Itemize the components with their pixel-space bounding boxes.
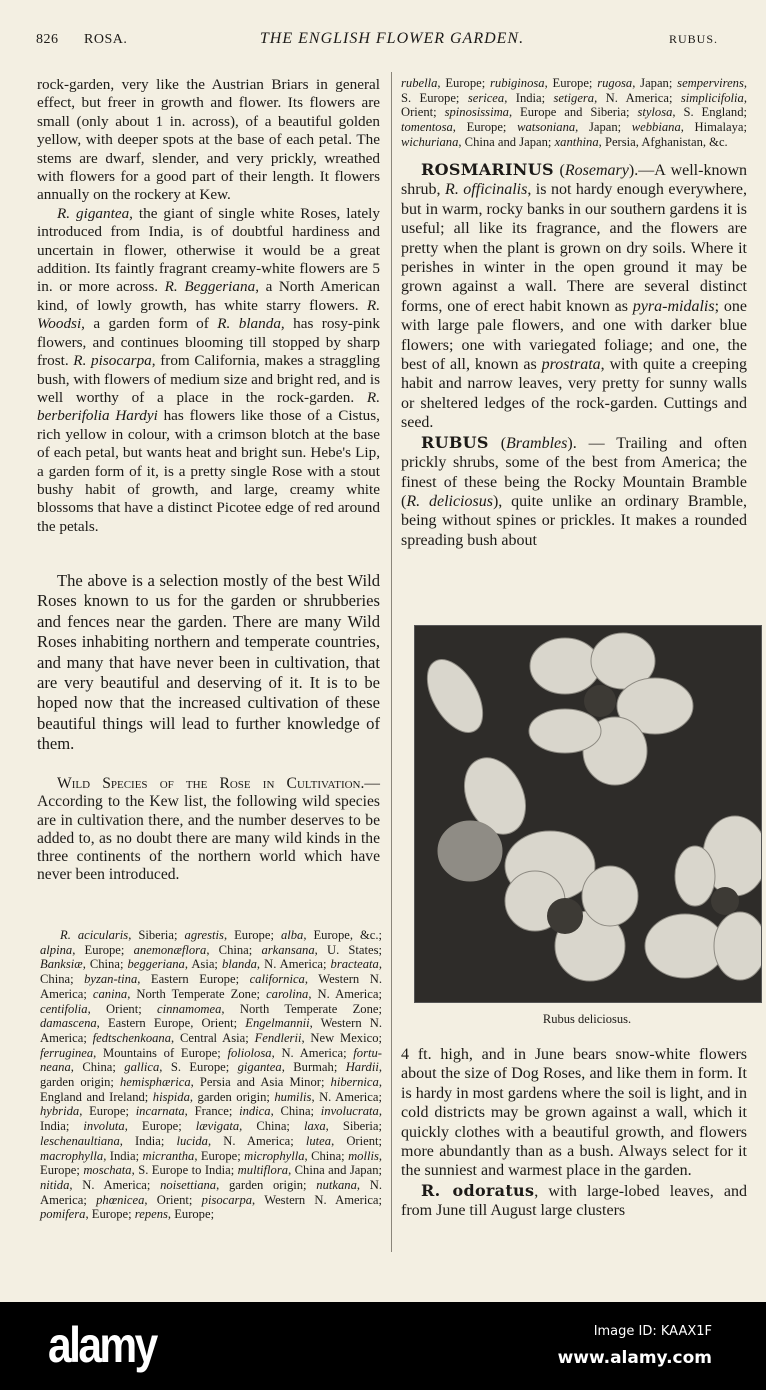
text-run: , Europe; — [85, 1207, 135, 1222]
text-run: , N. America; — [311, 1089, 382, 1104]
text-run: , Eastern Europe, Orient; — [96, 1016, 246, 1031]
italic-text: R. blanda — [217, 315, 281, 333]
italic-text: tomentosa — [401, 120, 453, 135]
left-text-block-1 — [37, 76, 380, 536]
italic-text: lutea — [305, 1133, 332, 1148]
text-run: , Europe; — [544, 76, 598, 90]
text-run: ).—A well-known shrub, — [401, 162, 747, 199]
italic-text: setigera — [553, 90, 595, 105]
italic-text: gigantea — [237, 1060, 282, 1075]
italic-text: multiflora — [237, 1163, 289, 1178]
text-run: , Asia; — [184, 957, 222, 972]
text-run: , China and Japan; — [288, 1163, 382, 1178]
italic-text: fedtschenkoana — [92, 1030, 172, 1045]
italic-text: laxa — [303, 1119, 326, 1134]
italic-text: watsoniana — [517, 120, 576, 135]
left-text-block-3 — [37, 775, 380, 885]
italic-text: lucida — [176, 1133, 208, 1148]
text-run: , Europe; — [167, 1207, 215, 1222]
italic-text: hispida — [152, 1089, 190, 1104]
paragraph — [40, 928, 382, 1222]
text-run: , with large-lobed leaves, and from June till August large clusters — [401, 1182, 747, 1220]
site-url: www.alamy.com — [557, 1348, 712, 1368]
text-run: , China; — [270, 1104, 321, 1119]
text-run: , garden origin; — [189, 1089, 275, 1104]
small-caps-heading: Wild Species of the Rose in Cultivation. — [57, 775, 365, 792]
italic-text: Brambles — [506, 434, 568, 452]
rubus-deliciosus-illustration — [414, 625, 762, 1003]
text-run: , S. Europe; — [401, 76, 748, 105]
italic-text: foliolosa — [227, 1045, 272, 1060]
italic-text: R. officinalis — [445, 181, 528, 199]
italic-text: incarnata — [135, 1104, 185, 1119]
italic-text: arkansana — [261, 942, 315, 957]
italic-text: R. gigantea — [57, 204, 130, 222]
text-run: , garden origin; — [216, 1177, 317, 1192]
text-run: , N. America; — [308, 986, 382, 1001]
text-run: , India; — [119, 1133, 177, 1148]
text-run: , Orient; — [144, 1192, 202, 1207]
text-run: , England and Ireland; — [40, 1075, 382, 1104]
bold-heading: R. odoratus — [421, 1180, 535, 1200]
italic-text: anemonæflora — [133, 942, 207, 957]
paragraph — [401, 76, 747, 150]
italic-text: R. pisocarpa — [73, 352, 152, 370]
text-run: , Japan; — [575, 120, 632, 135]
text-run: , Europe; — [40, 1148, 383, 1178]
italic-text: lævigata — [195, 1119, 240, 1134]
text-run: , Eastern Europe; — [137, 972, 250, 987]
text-run: ; one with large pale flowers, and one with darker blue flowers; one with variegated foliage; and one, the best of all, known as — [401, 297, 747, 374]
italic-text: blanda — [221, 957, 257, 972]
right-section-name: RUBUS. — [668, 32, 718, 46]
text-run: , India; — [504, 90, 554, 105]
italic-text: noisettiana — [160, 1177, 217, 1192]
left-text-block-2 — [37, 571, 380, 755]
text-run: , France; — [184, 1104, 240, 1119]
text-run: , from California, makes a straggling bush, with flowers of medium size and bright red, and is well worthy of a place in the rock-garden. — [37, 352, 381, 406]
right-text-block-2 — [401, 1045, 747, 1221]
italic-text: hemisphærica — [120, 1075, 191, 1090]
italic-text: phœnicea — [96, 1192, 145, 1207]
italic-text: R. berberifolia Hardyi — [37, 388, 380, 425]
text-run: ( — [553, 162, 565, 179]
text-run: , Europe; — [194, 1148, 245, 1163]
italic-text: gallica — [124, 1060, 160, 1075]
italic-text: micrantha — [142, 1148, 195, 1163]
text-run: rock-garden, very like the Austrian Briars in general effect, but freer in growth and flower. Its flowers are small (only about 1 in. across), of a beautiful golden yellow, with deeper spots at the base of each petal. The stems are dwarf, slender, and very prickly, wreathed with flowers for a good part of their length. It flowers annually on the rockery at Kew. — [37, 76, 380, 204]
italic-text: cinnamomea — [157, 1001, 222, 1016]
italic-text: moschata — [83, 1163, 132, 1178]
italic-text: involucrata — [320, 1104, 379, 1119]
italic-text: hybrida — [40, 1104, 80, 1119]
right-text-block-1 — [401, 160, 747, 550]
text-run: , Europe; — [223, 928, 281, 942]
text-run: The above is a selection mostly of the best Wild Roses known to us for the garden or shrubberies and fences near the garden. There are many Wild Roses inhabiting northern and temperate countries, and many that have never been in cultivation, that are very beautiful and deserving of it. It is to be hoped now that the increased cultivation of these beautiful things will lead to further knowledge of them. — [37, 571, 380, 754]
italic-text: nutkana — [316, 1177, 357, 1192]
text-run: , Orient; — [401, 90, 747, 120]
italic-text: repens — [134, 1207, 168, 1222]
italic-text: rubiginosa — [490, 76, 545, 90]
paragraph — [401, 1181, 747, 1221]
text-run: , the giant of single white Roses, lately introduced from India, is of doubtful hardiness and uncertain in flower, otherwise it would be a great addition. Its faintly fragrant creamy-white flowers are 5 in. or more across. — [37, 204, 380, 296]
text-run: , China; — [239, 1119, 304, 1134]
text-run: , U. States; — [314, 942, 382, 957]
text-run: , Persia, Afghanistan, &c. — [598, 134, 728, 149]
italic-text: spinosissima — [444, 105, 509, 120]
text-run: , Burmah; — [281, 1060, 346, 1075]
text-run: , Europe; — [452, 120, 518, 135]
text-run: , Siberia; — [128, 928, 185, 942]
italic-text: damascena — [40, 1016, 97, 1031]
text-run: , with quite a creeping habit and narrow leaves, very pretty for sunny walls or sheltered ledges of the rock-garden. Cuttings and seed. — [401, 356, 747, 432]
italic-text: leschenaultiana — [40, 1133, 120, 1148]
italic-text: fortu-neana — [40, 1045, 382, 1075]
italic-text: byzan-tina — [84, 972, 138, 987]
text-run: ( — [488, 434, 507, 452]
italic-text: xanthina — [554, 134, 599, 149]
text-run: , Mountains of Europe; — [93, 1045, 228, 1060]
italic-text: alpina — [40, 942, 73, 957]
italic-text: mollis — [348, 1148, 379, 1163]
text-run: , a garden form of — [81, 315, 218, 333]
text-run: ). — Trailing and often prickly shrubs, some of the best from America; the finest of these being the Rocky Mountain Bramble ( — [401, 434, 748, 510]
text-run: , India; — [40, 1104, 382, 1134]
italic-text: centifolia — [40, 1001, 88, 1016]
text-run: , N. America; — [207, 1133, 306, 1148]
italic-text: Banksiæ — [40, 957, 83, 972]
text-run: , garden origin; — [40, 1060, 382, 1090]
italic-text: wichuriana — [401, 134, 459, 149]
italic-text: pomifera — [40, 1207, 86, 1222]
text-run: , China and Japan; — [458, 134, 555, 149]
text-run: , Japan; — [632, 76, 678, 90]
text-run: , Siberia; — [325, 1119, 383, 1134]
italic-text: indica — [239, 1104, 271, 1119]
italic-text: R. Beggeriana — [164, 278, 256, 296]
paragraph — [37, 76, 380, 205]
text-run: , N. America; — [40, 1177, 382, 1207]
paragraph — [401, 1045, 747, 1181]
italic-text: rugosa — [597, 76, 633, 90]
text-run: ), quite unlike an ordinary Bramble, being without spines or prickles. It makes a rounded spreading bush about — [401, 492, 748, 549]
text-run: , Orient; — [331, 1133, 382, 1148]
italic-text: Engelmannii — [245, 1016, 310, 1031]
text-run: , Europe; — [72, 942, 134, 957]
italic-text: alba — [280, 928, 304, 942]
text-run: 4 ft. high, and in June bears snow-white flowers about the size of Dog Roses, and like them in form. It is hardy in most gardens where the soil is light, and in cold districts may be grown against a wall, which it quickly clothes with a beautiful growth, and flowers more abundantly than as a bush. Always select for it the sunniest and warmest place in the garden. — [401, 1046, 747, 1180]
watermark-footer — [0, 1302, 766, 1390]
text-run: , Western N. America; — [40, 1016, 382, 1045]
italic-text: Rosemary — [564, 162, 629, 179]
bold-heading: RUBUS — [421, 432, 489, 452]
italic-text: simplicifolia — [680, 90, 744, 105]
text-run: —According to the Kew list, the following wild species are in cultivation there, and the number deserves to be added to, as no doubt there are many wild kinds in the three continents of the northern world which have never been introduced. — [37, 775, 380, 884]
text-run: , Orient; — [87, 1001, 158, 1016]
bold-heading: ROSMARINUS — [421, 160, 554, 179]
image-id: Image ID: KAAX1F — [593, 1324, 712, 1339]
figure-caption: Rubus deliciosus. — [542, 1012, 632, 1026]
italic-text: canina — [92, 986, 128, 1001]
paragraph — [37, 775, 380, 885]
column-divider — [391, 72, 392, 1252]
italic-text: bracteata — [330, 957, 379, 972]
text-run: , N. America; — [69, 1177, 161, 1192]
text-run: , Europe; — [437, 76, 491, 90]
text-run: , N. America; — [271, 1045, 354, 1060]
paragraph — [37, 571, 380, 755]
text-run: , N. America; — [594, 90, 681, 105]
italic-text: beggeriana — [127, 957, 185, 972]
text-run: , China; — [206, 942, 262, 957]
italic-text: microphylla — [244, 1148, 305, 1163]
book-title: THE ENGLISH FLOWER GARDEN. — [259, 30, 525, 47]
italic-text: ferruginea — [40, 1045, 94, 1060]
italic-text: Fendlerii — [254, 1030, 302, 1045]
paragraph — [401, 160, 747, 433]
flower-photo — [415, 626, 761, 1002]
italic-text: stylosa — [637, 105, 673, 120]
species-list-continued — [401, 76, 747, 150]
text-run: , N. America; — [256, 957, 331, 972]
text-run: , Western N. America; — [252, 1192, 383, 1207]
running-header — [36, 32, 748, 52]
text-run: , China; — [40, 957, 382, 987]
italic-text: californica — [249, 972, 305, 987]
text-run: , Western N. America; — [40, 972, 382, 1001]
italic-text: webbiana — [631, 120, 681, 135]
section-name: ROSA. — [84, 32, 128, 47]
italic-text: hibernica — [330, 1075, 379, 1090]
text-run: , a North American kind, of lowly growth, has white starry flowers. — [37, 278, 381, 314]
italic-text: Hardii — [345, 1060, 379, 1075]
text-run: , S. Europe to India; — [131, 1163, 238, 1178]
italic-text: pyra-midalis — [632, 297, 715, 315]
italic-text: humilis — [274, 1089, 312, 1104]
text-run: , Europe; — [124, 1119, 196, 1134]
italic-text: R. Woodsi — [37, 296, 380, 333]
text-run: , North Temperate Zone; — [221, 1001, 382, 1016]
italic-text: pisocarpa — [201, 1192, 253, 1207]
text-run: , New Mexico; — [301, 1030, 382, 1045]
italic-text: prostrata — [541, 356, 601, 374]
text-run: , S. Europe; — [159, 1060, 238, 1075]
text-run: , China; — [304, 1148, 349, 1163]
italic-text: R. deliciosus — [406, 492, 493, 510]
text-run: , S. England; — [672, 105, 747, 120]
text-run: , Europe; — [79, 1104, 136, 1119]
italic-text: rubella — [401, 76, 438, 90]
italic-text: nitida — [40, 1177, 70, 1192]
paragraph — [401, 433, 747, 550]
text-run: has flowers like those of a Cistus, rich yellow in colour, with a crimson blotch at the base of each petal, but wants heat and bright sun. Hebe's Lip, a garden form of it, is a pretty single Rose with a stout bushy habit of growth, and large, creamy white blossoms that have a distinct Picotee edge of red around the petals. — [37, 407, 380, 535]
page-number: 826 — [36, 32, 59, 47]
italic-text: involuta — [83, 1119, 125, 1134]
paragraph — [37, 205, 380, 536]
text-run: , North Temperate Zone; — [127, 986, 267, 1001]
text-run: , Europe, &c.; — [303, 928, 383, 942]
italic-text: sericea — [467, 90, 505, 105]
italic-text: R. acicularis — [60, 928, 129, 942]
text-run: , India; — [103, 1148, 143, 1163]
text-run: , China; — [70, 1060, 125, 1075]
text-run: , has rosy-pink flowers, and continues blooming till stopped by sharp frost. — [37, 315, 380, 370]
text-run: , Europe and Siberia; — [508, 105, 638, 120]
text-run: , Central Asia; — [171, 1030, 255, 1045]
italic-text: agrestis — [184, 928, 224, 942]
text-run: , China; — [82, 957, 128, 972]
italic-text: carolina — [266, 986, 309, 1001]
text-run: , is not hardy enough everywhere, but in warm, rocky banks in our southern gardens it is useful; all like its fragrance, and the flowers are pretty when the plant is grown on dry soils. Where it perishes in winter in the open ground it may be grown against a wall. There are several distinct forms, one of erect habit known as — [401, 181, 747, 315]
text-run: , Persia and Asia Minor; — [190, 1075, 331, 1090]
text-run: , Himalaya; — [680, 120, 747, 135]
alamy-logo: alamy — [48, 1317, 156, 1373]
italic-text: macrophylla — [40, 1148, 104, 1163]
species-list — [40, 928, 382, 1222]
italic-text: sempervirens — [677, 76, 744, 90]
